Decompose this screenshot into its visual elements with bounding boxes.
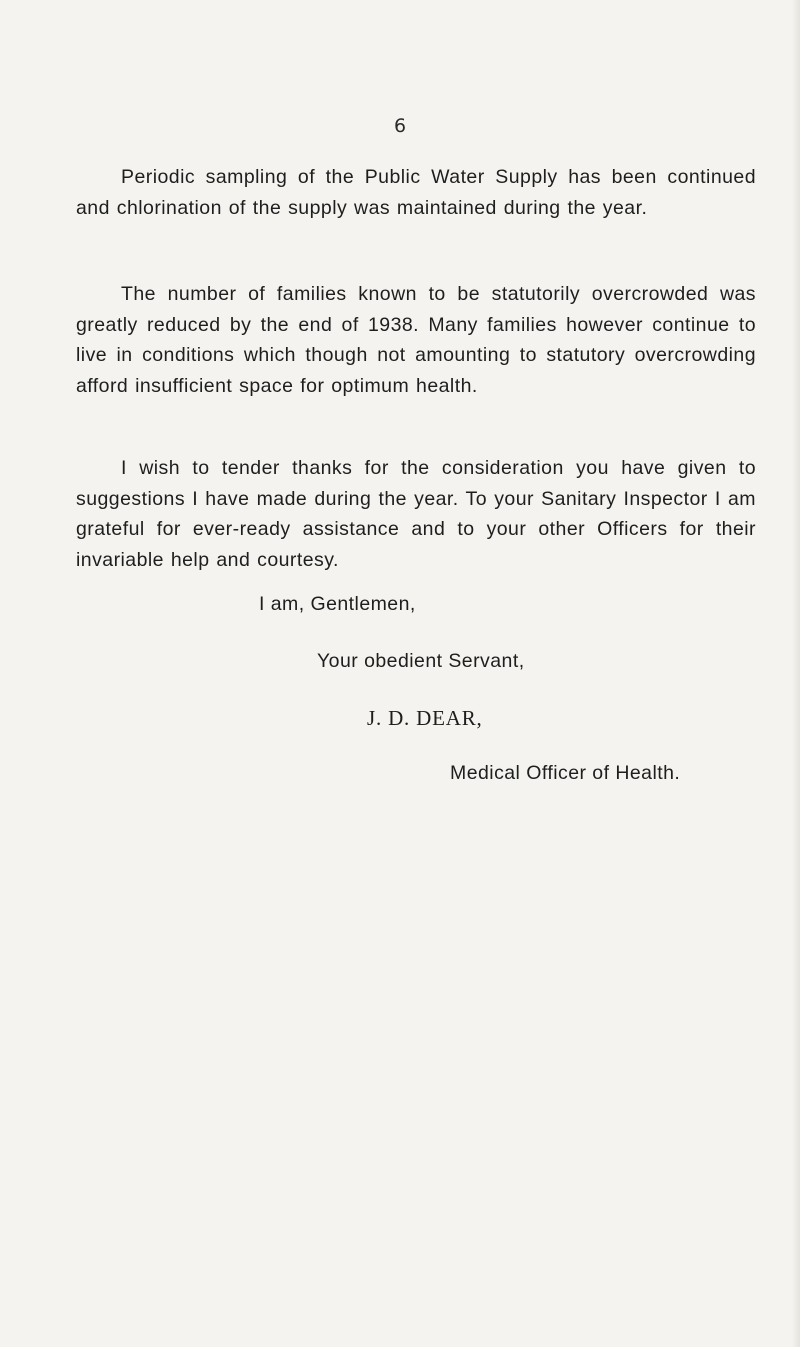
paragraph-overcrowding: The number of families known to be statutorily overcrowded was greatly reduced by the end of 1938. Many families however continue to live in conditions which though not amounting to statutory overcrowding afford insufficient space for optimum health. — [76, 283, 756, 397]
page-edge — [792, 0, 800, 1347]
signatory-title: Medical Officer of Health. — [450, 762, 681, 784]
valediction: Your obedient Servant, — [317, 650, 525, 672]
closing-salutation: I am, Gentlemen, — [259, 593, 416, 615]
signatory-name: J. D. DEAR, — [367, 706, 483, 730]
page-number: 6 — [393, 115, 407, 137]
paragraph-water-supply: Periodic sampling of the Public Water Supply has been continued and chlorination of the supply was maintained during the year. — [76, 166, 756, 219]
paragraph-thanks: I wish to tender thanks for the consideration you have given to suggestions I have made during the year. To your Sanitary Inspector I am grateful for ever-ready assistance and to your other Officers for their invariable help and courtesy. — [76, 457, 756, 571]
